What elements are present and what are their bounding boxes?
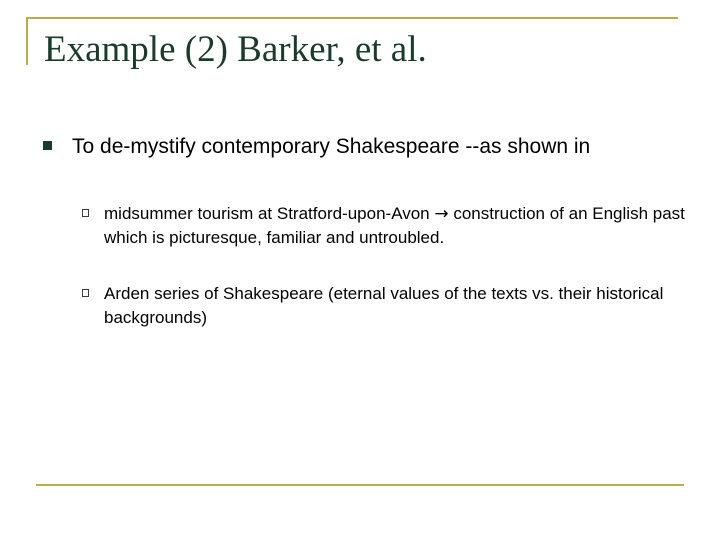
top-rule [26, 17, 678, 19]
right-arrow-icon: → [434, 204, 449, 224]
sub-bullet-1-part-1: midsummer tourism at Stratford-upon-Avon [104, 204, 430, 223]
square-bullet-icon [43, 141, 52, 150]
main-bullet-text: To de-mystify contemporary Shakespeare --as shown in [72, 135, 591, 158]
sub-bullet-1-part-2: construction of an English past which is picturesque, familiar and untroubled. [104, 204, 685, 247]
left-rule [26, 17, 28, 65]
bottom-rule [36, 484, 684, 486]
hollow-square-bullet-icon [82, 209, 89, 217]
hollow-square-bullet-icon [82, 289, 89, 297]
slide-title: Example (2) Barker, et al. [44, 29, 427, 70]
sub-bullet-text-1 [104, 202, 694, 250]
sub-bullet-text-2: Arden series of Shakespeare (eternal values of the texts vs. their historical backgrounds) [104, 284, 664, 327]
